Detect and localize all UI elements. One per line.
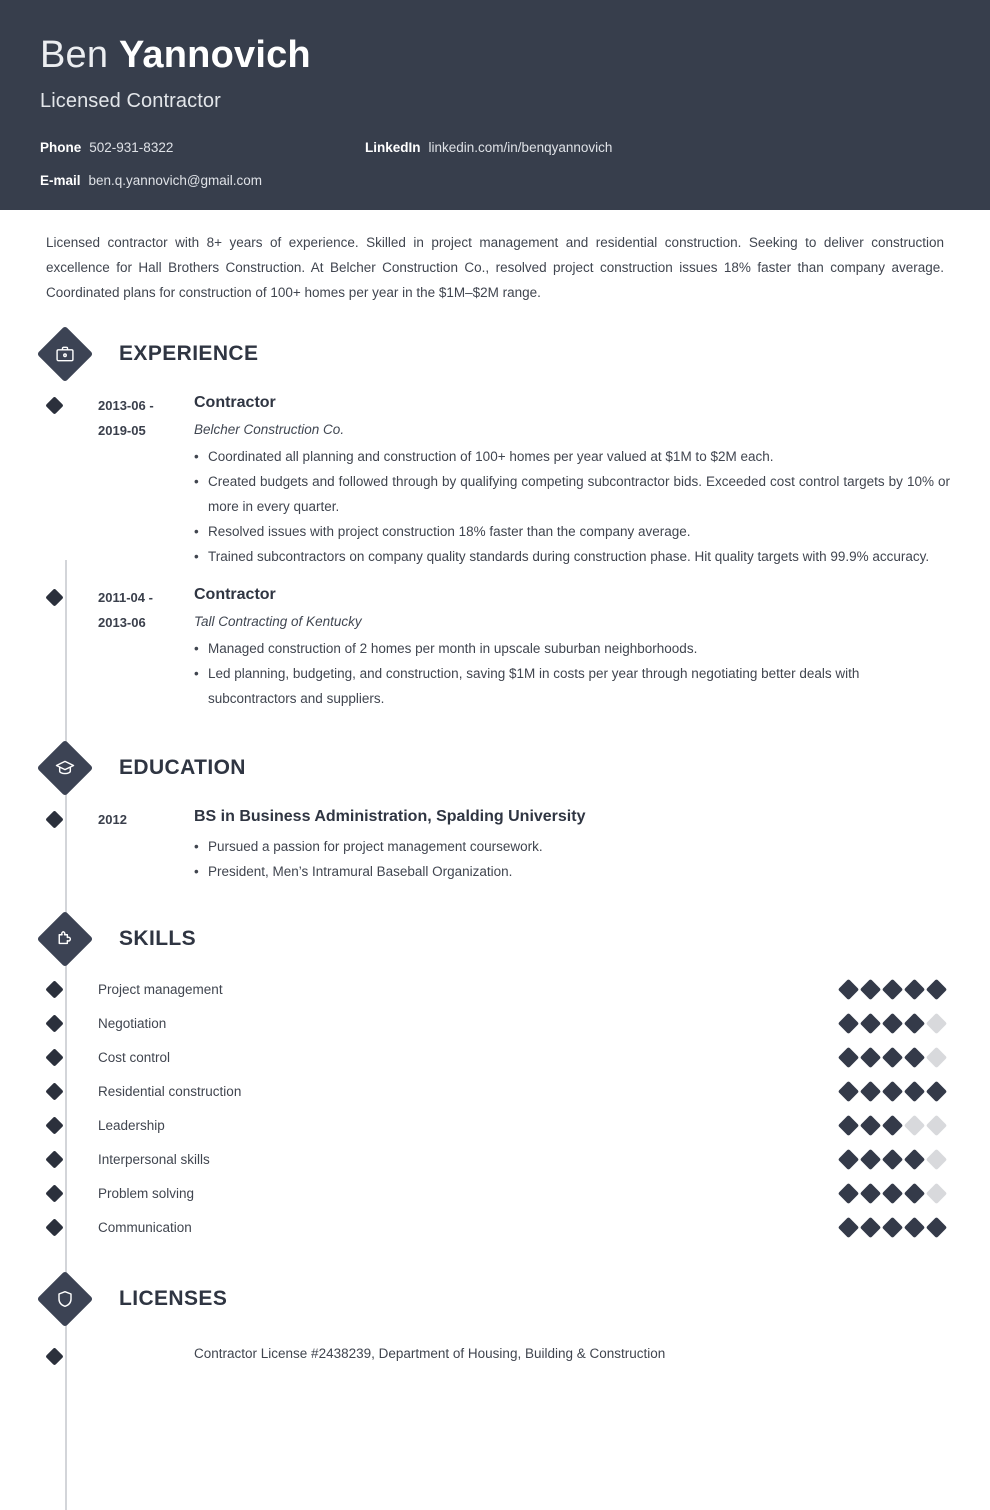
skill-label: Residential construction xyxy=(98,1083,242,1099)
section-skills xyxy=(40,916,950,1244)
skill-rating xyxy=(841,1084,950,1099)
rating-diamond-filled xyxy=(882,1114,903,1135)
skill-label: Negotiation xyxy=(98,1015,167,1031)
resume-body xyxy=(0,210,990,1364)
rating-diamond-filled xyxy=(904,1046,925,1067)
experience-org: Belcher Construction Co. xyxy=(194,422,345,437)
section-skills-head xyxy=(26,916,950,962)
rating-diamond-empty xyxy=(926,1182,947,1203)
puzzle-piece-icon xyxy=(37,911,94,968)
experience-entry-main xyxy=(194,393,950,569)
rating-diamond-filled xyxy=(926,1216,947,1237)
timeline-marker xyxy=(45,588,63,606)
contact-email-value[interactable]: ben.q.yannovich@gmail.com xyxy=(88,173,263,188)
experience-entry xyxy=(40,585,950,711)
contact-phone xyxy=(40,140,365,155)
rating-diamond-filled xyxy=(838,1012,859,1033)
skill-label: Interpersonal skills xyxy=(98,1151,210,1167)
summary-paragraph: Licensed contractor with 8+ years of experience. Skilled in project management and residential construction. Seeking to deliver construction excellence for Hall Brothers Construction. At Belcher Construction Co., resolved project construction issues 18% faster than company average. Coordinated plans for construction of 100+ homes per year in the $1M–$2M range. xyxy=(46,235,944,300)
rating-diamond-filled xyxy=(904,1080,925,1101)
rating-diamond-empty xyxy=(926,1148,947,1169)
job-title: Licensed Contractor xyxy=(40,89,221,112)
contact-linkedin-value[interactable]: linkedin.com/in/benqyannovich xyxy=(428,140,613,155)
section-experience xyxy=(40,331,950,711)
education-entry-date xyxy=(98,807,194,884)
experience-entry xyxy=(40,393,950,569)
skill-rating xyxy=(841,1016,950,1031)
date-end: 2013-06 xyxy=(98,615,146,630)
timeline-marker xyxy=(45,810,63,828)
section-experience-title: EXPERIENCE xyxy=(119,342,259,365)
contact-row-1 xyxy=(40,140,950,173)
rating-diamond-filled xyxy=(838,1148,859,1169)
experience-bullets xyxy=(194,444,950,569)
rating-diamond-filled xyxy=(838,1080,859,1101)
rating-diamond-filled xyxy=(838,978,859,999)
experience-org: Tall Contracting of Kentucky xyxy=(194,614,362,629)
skill-label: Project management xyxy=(98,981,223,997)
rating-diamond-filled xyxy=(860,1114,881,1135)
timeline-marker xyxy=(45,1116,63,1134)
skill-label: Communication xyxy=(98,1219,192,1235)
skill-label: Cost control xyxy=(98,1049,171,1065)
section-education xyxy=(40,745,950,884)
rating-diamond-filled xyxy=(838,1114,859,1135)
skill-rating xyxy=(841,1220,950,1235)
last-name: Yannovich xyxy=(118,34,311,76)
rating-diamond-filled xyxy=(926,978,947,999)
resume-header xyxy=(0,0,990,210)
rating-diamond-filled xyxy=(882,1182,903,1203)
timeline-marker xyxy=(45,1347,63,1365)
skill-rating xyxy=(841,1152,950,1167)
section-experience-head xyxy=(26,331,950,377)
rating-diamond-filled xyxy=(904,1182,925,1203)
rating-diamond-filled xyxy=(926,1080,947,1101)
list-item: • Created budgets and followed through by qualifying competing subcontractor bids. Exceeded cost control targets by 10% or more in every quarter. xyxy=(194,469,950,519)
skill-row xyxy=(40,1210,950,1244)
timeline-marker xyxy=(45,1150,63,1168)
skill-row xyxy=(40,1040,950,1074)
license-text: Contractor License #2438239, Department of Housing, Building & Construction xyxy=(194,1346,666,1361)
rating-diamond-empty xyxy=(926,1046,947,1067)
rating-diamond-filled xyxy=(860,1046,881,1067)
timeline-marker xyxy=(45,1048,63,1066)
skill-row xyxy=(40,972,950,1006)
skill-rating xyxy=(841,1118,950,1133)
contact-linkedin-label: LinkedIn xyxy=(365,140,421,155)
rating-diamond-filled xyxy=(860,1012,881,1033)
timeline-marker xyxy=(45,1014,63,1032)
list-item: • Trained subcontractors on company quality standards during construction phase. Hit quality targets with 99.9% accuracy. xyxy=(194,544,950,569)
list-item: • Resolved issues with project construction 18% faster than the company average. xyxy=(194,519,950,544)
skill-row xyxy=(40,1142,950,1176)
experience-entry-main xyxy=(194,585,950,711)
rating-diamond-empty xyxy=(926,1012,947,1033)
timeline-marker xyxy=(45,1218,63,1236)
list-item: • Led planning, budgeting, and construction, saving $1M in costs per year through negotiating better deals with subcontractors and suppliers. xyxy=(194,661,950,711)
rating-diamond-filled xyxy=(882,1216,903,1237)
skills-list xyxy=(40,972,950,1244)
briefcase-icon xyxy=(37,326,94,383)
list-item: • Pursued a passion for project management coursework. xyxy=(194,834,950,859)
experience-role: Contractor xyxy=(194,394,276,411)
rating-diamond-filled xyxy=(838,1046,859,1067)
skill-rating xyxy=(841,1186,950,1201)
rating-diamond-filled xyxy=(860,978,881,999)
contact-block xyxy=(40,140,950,206)
timeline-marker xyxy=(45,396,63,414)
rating-diamond-empty xyxy=(926,1114,947,1135)
rating-diamond-filled xyxy=(882,1080,903,1101)
date-end: 2019-05 xyxy=(98,423,146,438)
rating-diamond-filled xyxy=(904,1216,925,1237)
skill-row xyxy=(40,1176,950,1210)
skill-row xyxy=(40,1006,950,1040)
experience-bullets xyxy=(194,636,950,711)
skill-rating xyxy=(841,982,950,997)
skill-row xyxy=(40,1108,950,1142)
rating-diamond-filled xyxy=(860,1216,881,1237)
experience-role: Contractor xyxy=(194,586,276,603)
rating-diamond-filled xyxy=(838,1182,859,1203)
section-education-title: EDUCATION xyxy=(119,756,246,779)
skill-label: Problem solving xyxy=(98,1185,195,1201)
section-licenses-head xyxy=(26,1276,950,1322)
experience-entry-date xyxy=(98,585,194,711)
list-item: • Coordinated all planning and construction of 100+ homes per year valued at $1M to $2M each. xyxy=(194,444,950,469)
contact-phone-value[interactable]: 502-931-8322 xyxy=(89,140,174,155)
date-start: 2012 xyxy=(98,812,127,827)
section-skills-title: SKILLS xyxy=(119,927,197,950)
rating-diamond-filled xyxy=(860,1182,881,1203)
page-title xyxy=(40,36,950,76)
timeline-marker xyxy=(45,1184,63,1202)
first-name: Ben xyxy=(40,34,109,76)
contact-email-label: E-mail xyxy=(40,173,81,188)
education-entry-main xyxy=(194,807,950,884)
license-entry xyxy=(40,1344,950,1364)
skill-label: Leadership xyxy=(98,1117,165,1133)
skill-rating xyxy=(841,1050,950,1065)
rating-diamond-filled xyxy=(838,1216,859,1237)
shield-icon xyxy=(37,1271,94,1328)
rating-diamond-filled xyxy=(882,1012,903,1033)
list-item: • President, Men’s Intramural Baseball Organization. xyxy=(194,859,950,884)
graduation-cap-icon xyxy=(37,740,94,797)
contact-row-2 xyxy=(40,173,950,206)
rating-diamond-filled xyxy=(860,1080,881,1101)
contact-linkedin xyxy=(365,140,612,155)
rating-diamond-empty xyxy=(904,1114,925,1135)
education-degree: BS in Business Administration, Spalding University xyxy=(194,808,586,825)
contact-phone-label: Phone xyxy=(40,140,82,155)
timeline-marker xyxy=(45,980,63,998)
rating-diamond-filled xyxy=(882,1148,903,1169)
rating-diamond-filled xyxy=(882,978,903,999)
rating-diamond-filled xyxy=(904,1012,925,1033)
rating-diamond-filled xyxy=(860,1148,881,1169)
contact-email xyxy=(40,173,365,188)
date-start: 2013-06 - xyxy=(98,398,154,413)
section-licenses-title: LICENSES xyxy=(119,1287,228,1310)
section-licenses xyxy=(40,1276,950,1364)
date-start: 2011-04 - xyxy=(98,590,153,605)
experience-entry-date xyxy=(98,393,194,569)
education-bullets xyxy=(194,834,950,884)
section-education-head xyxy=(26,745,950,791)
rating-diamond-filled xyxy=(882,1046,903,1067)
rating-diamond-filled xyxy=(904,1148,925,1169)
skill-row xyxy=(40,1074,950,1108)
education-entry xyxy=(40,807,950,884)
timeline-marker xyxy=(45,1082,63,1100)
rating-diamond-filled xyxy=(904,978,925,999)
list-item: • Managed construction of 2 homes per month in upscale suburban neighborhoods. xyxy=(194,636,950,661)
